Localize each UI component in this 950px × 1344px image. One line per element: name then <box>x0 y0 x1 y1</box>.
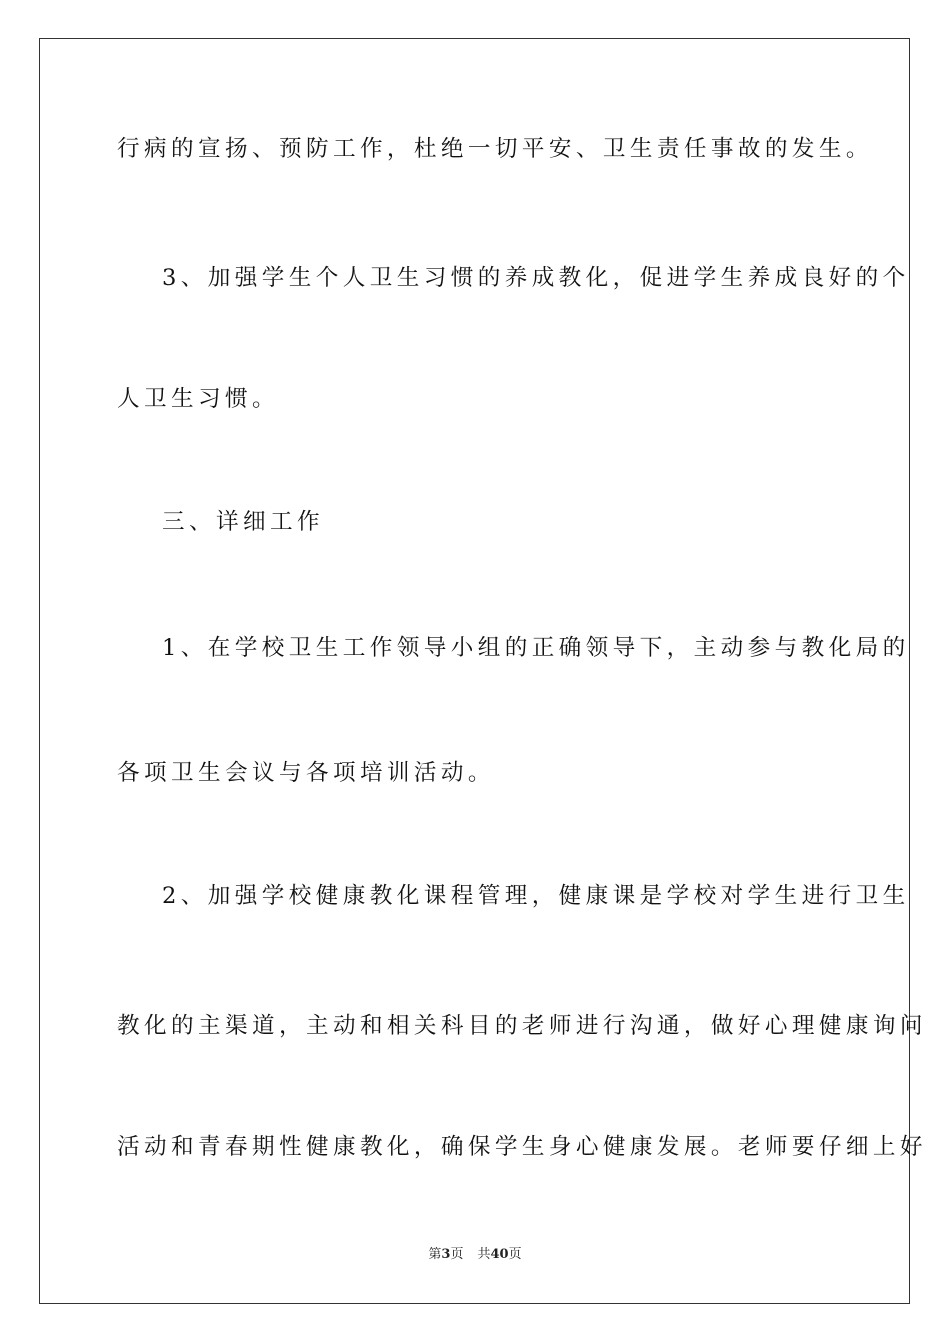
section-heading: 三、详细工作 <box>162 509 324 535</box>
page-prefix: 第 <box>428 1247 442 1262</box>
body-line-8: 教化的主渠道，主动和相关科目的老师进行沟通，做好心理健康询问 <box>117 1013 927 1039</box>
body-line-6: 各项卫生会议与各项培训活动。 <box>117 760 495 786</box>
total-suffix: 页 <box>508 1247 522 1262</box>
body-line-2: 3、加强学生个人卫生习惯的养成教化，促进学生养成良好的个 <box>162 265 910 291</box>
total-page-count: 40 <box>490 1247 509 1262</box>
body-line-7: 2、加强学校健康教化课程管理，健康课是学校对学生进行卫生 <box>162 883 910 909</box>
body-line-3: 人卫生习惯。 <box>117 386 279 412</box>
body-line-9: 活动和青春期性健康教化，确保学生身心健康发展。老师要仔细上好 <box>117 1134 927 1160</box>
current-page-number: 3 <box>441 1247 451 1262</box>
body-line-1: 行病的宣扬、预防工作，杜绝一切平安、卫生责任事故的发生。 <box>117 136 873 162</box>
total-prefix: 共 <box>477 1247 491 1262</box>
page-footer <box>0 1246 950 1264</box>
body-line-5: 1、在学校卫生工作领导小组的正确领导下，主动参与教化局的 <box>162 635 910 661</box>
page-border <box>39 38 927 1304</box>
page-suffix: 页 <box>450 1247 464 1262</box>
